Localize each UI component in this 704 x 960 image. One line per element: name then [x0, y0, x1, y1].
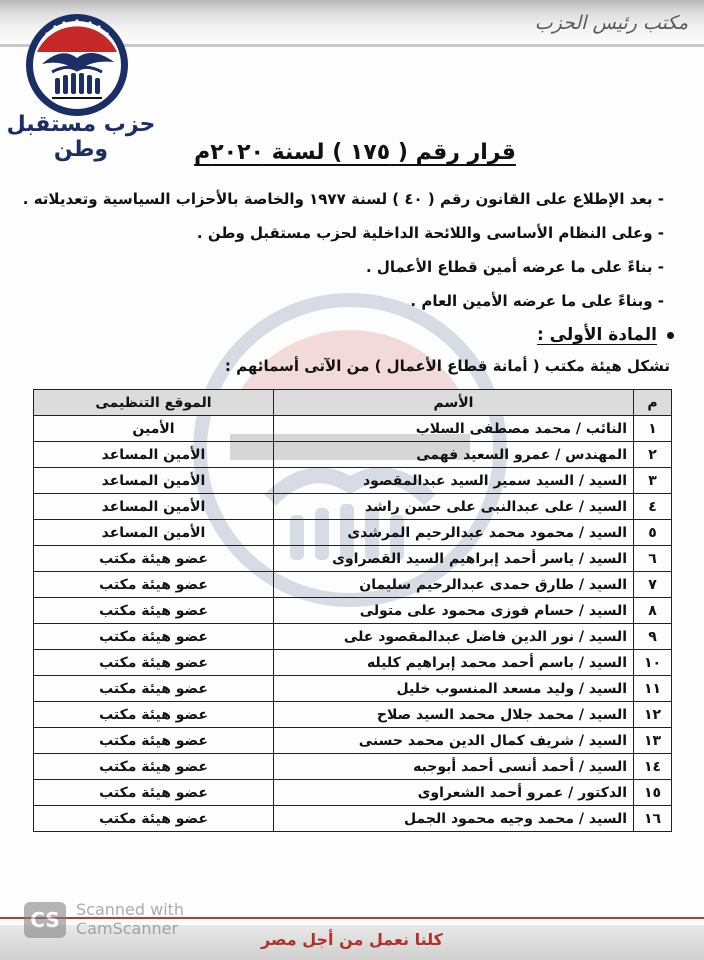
- bullet-icon: [667, 332, 674, 339]
- member-name: السيد / نور الدين فاضل عبدالمقصود على: [274, 624, 634, 650]
- member-position: عضو هيئة مكتب: [34, 572, 274, 598]
- table-row: [34, 442, 672, 468]
- row-number: ١١: [634, 676, 672, 702]
- member-name: السيد / محمود محمد عبدالرحيم المرشدى: [274, 520, 634, 546]
- member-name: الدكتور / عمرو أحمد الشعراوى: [274, 780, 634, 806]
- table-row: [34, 806, 672, 832]
- party-name: حزب مستقبل وطن: [6, 112, 156, 162]
- member-position: عضو هيئة مكتب: [34, 806, 274, 832]
- row-number: ١: [634, 416, 672, 442]
- table-row: [34, 780, 672, 806]
- table-row: [34, 624, 672, 650]
- row-number: ١٢: [634, 702, 672, 728]
- member-name: السيد / وليد مسعد المنسوب خليل: [274, 676, 634, 702]
- table-row: [34, 468, 672, 494]
- member-position: عضو هيئة مكتب: [34, 676, 274, 702]
- member-position: الأمين المساعد: [34, 442, 274, 468]
- row-number: ٣: [634, 468, 672, 494]
- table-row: [34, 546, 672, 572]
- member-position: عضو هيئة مكتب: [34, 728, 274, 754]
- row-number: ١٤: [634, 754, 672, 780]
- member-name: السيد / حسام فوزى محمود على متولى: [274, 598, 634, 624]
- scanned-with-label: Scanned with: [76, 900, 185, 919]
- article-heading: [537, 325, 674, 345]
- table-header-row: [34, 390, 672, 416]
- member-position: الأمين: [34, 416, 274, 442]
- member-position: عضو هيئة مكتب: [34, 702, 274, 728]
- camscanner-logo-icon: CS: [24, 902, 66, 938]
- row-number: ٧: [634, 572, 672, 598]
- table-row: [34, 754, 672, 780]
- row-number: ١٦: [634, 806, 672, 832]
- office-title: مكتب رئيس الحزب: [534, 12, 688, 34]
- member-name: السيد / باسم أحمد محمد إبراهيم كليله: [274, 650, 634, 676]
- member-name: السيد / على عبدالنبى على حسن راشد: [274, 494, 634, 520]
- row-number: ٦: [634, 546, 672, 572]
- member-position: الأمين المساعد: [34, 520, 274, 546]
- preamble-line: - وعلى النظام الأساسى واللائحة الداخلية لحزب مستقبل وطن .: [196, 224, 664, 242]
- member-name: السيد / شريف كمال الدين محمد حسنى: [274, 728, 634, 754]
- member-name: السيد / ياسر أحمد إبراهيم السيد القصراوى: [274, 546, 634, 572]
- table-row: [34, 494, 672, 520]
- preamble-line: - بعد الإطلاع على القانون رقم ( ٤٠ ) لسنة ١٩٧٧ والخاصة بالأحزاب السياسية وتعديلاته .: [22, 190, 664, 208]
- party-logo-icon: [22, 12, 132, 118]
- member-name: السيد / السيد سمير السيد عبدالمقصود: [274, 468, 634, 494]
- member-position: عضو هيئة مكتب: [34, 754, 274, 780]
- member-position: عضو هيئة مكتب: [34, 624, 274, 650]
- article-text: تشكل هيئة مكتب ( أمانة قطاع الأعمال ) من الآتى أسمائهم :: [224, 357, 670, 375]
- row-number: ٥: [634, 520, 672, 546]
- member-position: عضو هيئة مكتب: [34, 780, 274, 806]
- footer-slogan: كلنا نعمل من أجل مصر: [261, 930, 443, 949]
- row-number: ١٥: [634, 780, 672, 806]
- camscanner-stamp: [24, 898, 224, 942]
- member-position: عضو هيئة مكتب: [34, 598, 274, 624]
- table-row: [34, 650, 672, 676]
- member-position: عضو هيئة مكتب: [34, 546, 274, 572]
- row-number: ٩: [634, 624, 672, 650]
- column-header-name: الأسم: [274, 390, 634, 416]
- row-number: ٢: [634, 442, 672, 468]
- member-name: السيد / محمد وجيه محمود الجمل: [274, 806, 634, 832]
- camscanner-text: [76, 900, 184, 938]
- table-row: [34, 520, 672, 546]
- preamble-line: - بناءً على ما عرضه أمين قطاع الأعمال .: [365, 258, 664, 276]
- member-position: عضو هيئة مكتب: [34, 650, 274, 676]
- members-table: [33, 389, 672, 832]
- camscanner-label: CamScanner: [76, 919, 179, 938]
- row-number: ٨: [634, 598, 672, 624]
- column-header-number: م: [634, 390, 672, 416]
- row-number: ١٣: [634, 728, 672, 754]
- member-position: الأمين المساعد: [34, 494, 274, 520]
- article-heading-text: المادة الأولى :: [536, 325, 657, 345]
- table-row: [34, 572, 672, 598]
- member-position: الأمين المساعد: [34, 468, 274, 494]
- row-number: ١٠: [634, 650, 672, 676]
- table-row: [34, 702, 672, 728]
- member-name: المهندس / عمرو السعيد فهمى: [274, 442, 634, 468]
- preamble-line: - وبناءً على ما عرضه الأمين العام .: [410, 292, 664, 310]
- preamble-list: [22, 182, 664, 318]
- member-name: السيد / أحمد أنسى أحمد أبوجبه: [274, 754, 634, 780]
- row-number: ٤: [634, 494, 672, 520]
- table-row: [34, 676, 672, 702]
- decision-title: قرار رقم ( ١٧٥ ) لسنة ٢٠٢٠م: [194, 140, 516, 165]
- table-row: [34, 416, 672, 442]
- member-name: السيد / محمد جلال محمد السيد صلاح: [274, 702, 634, 728]
- table-row: [34, 598, 672, 624]
- member-name: النائب / محمد مصطفى السلاب: [274, 416, 634, 442]
- column-header-position: الموقع التنظيمى: [34, 390, 274, 416]
- member-name: السيد / طارق حمدى عبدالرحيم سليمان: [274, 572, 634, 598]
- table-row: [34, 728, 672, 754]
